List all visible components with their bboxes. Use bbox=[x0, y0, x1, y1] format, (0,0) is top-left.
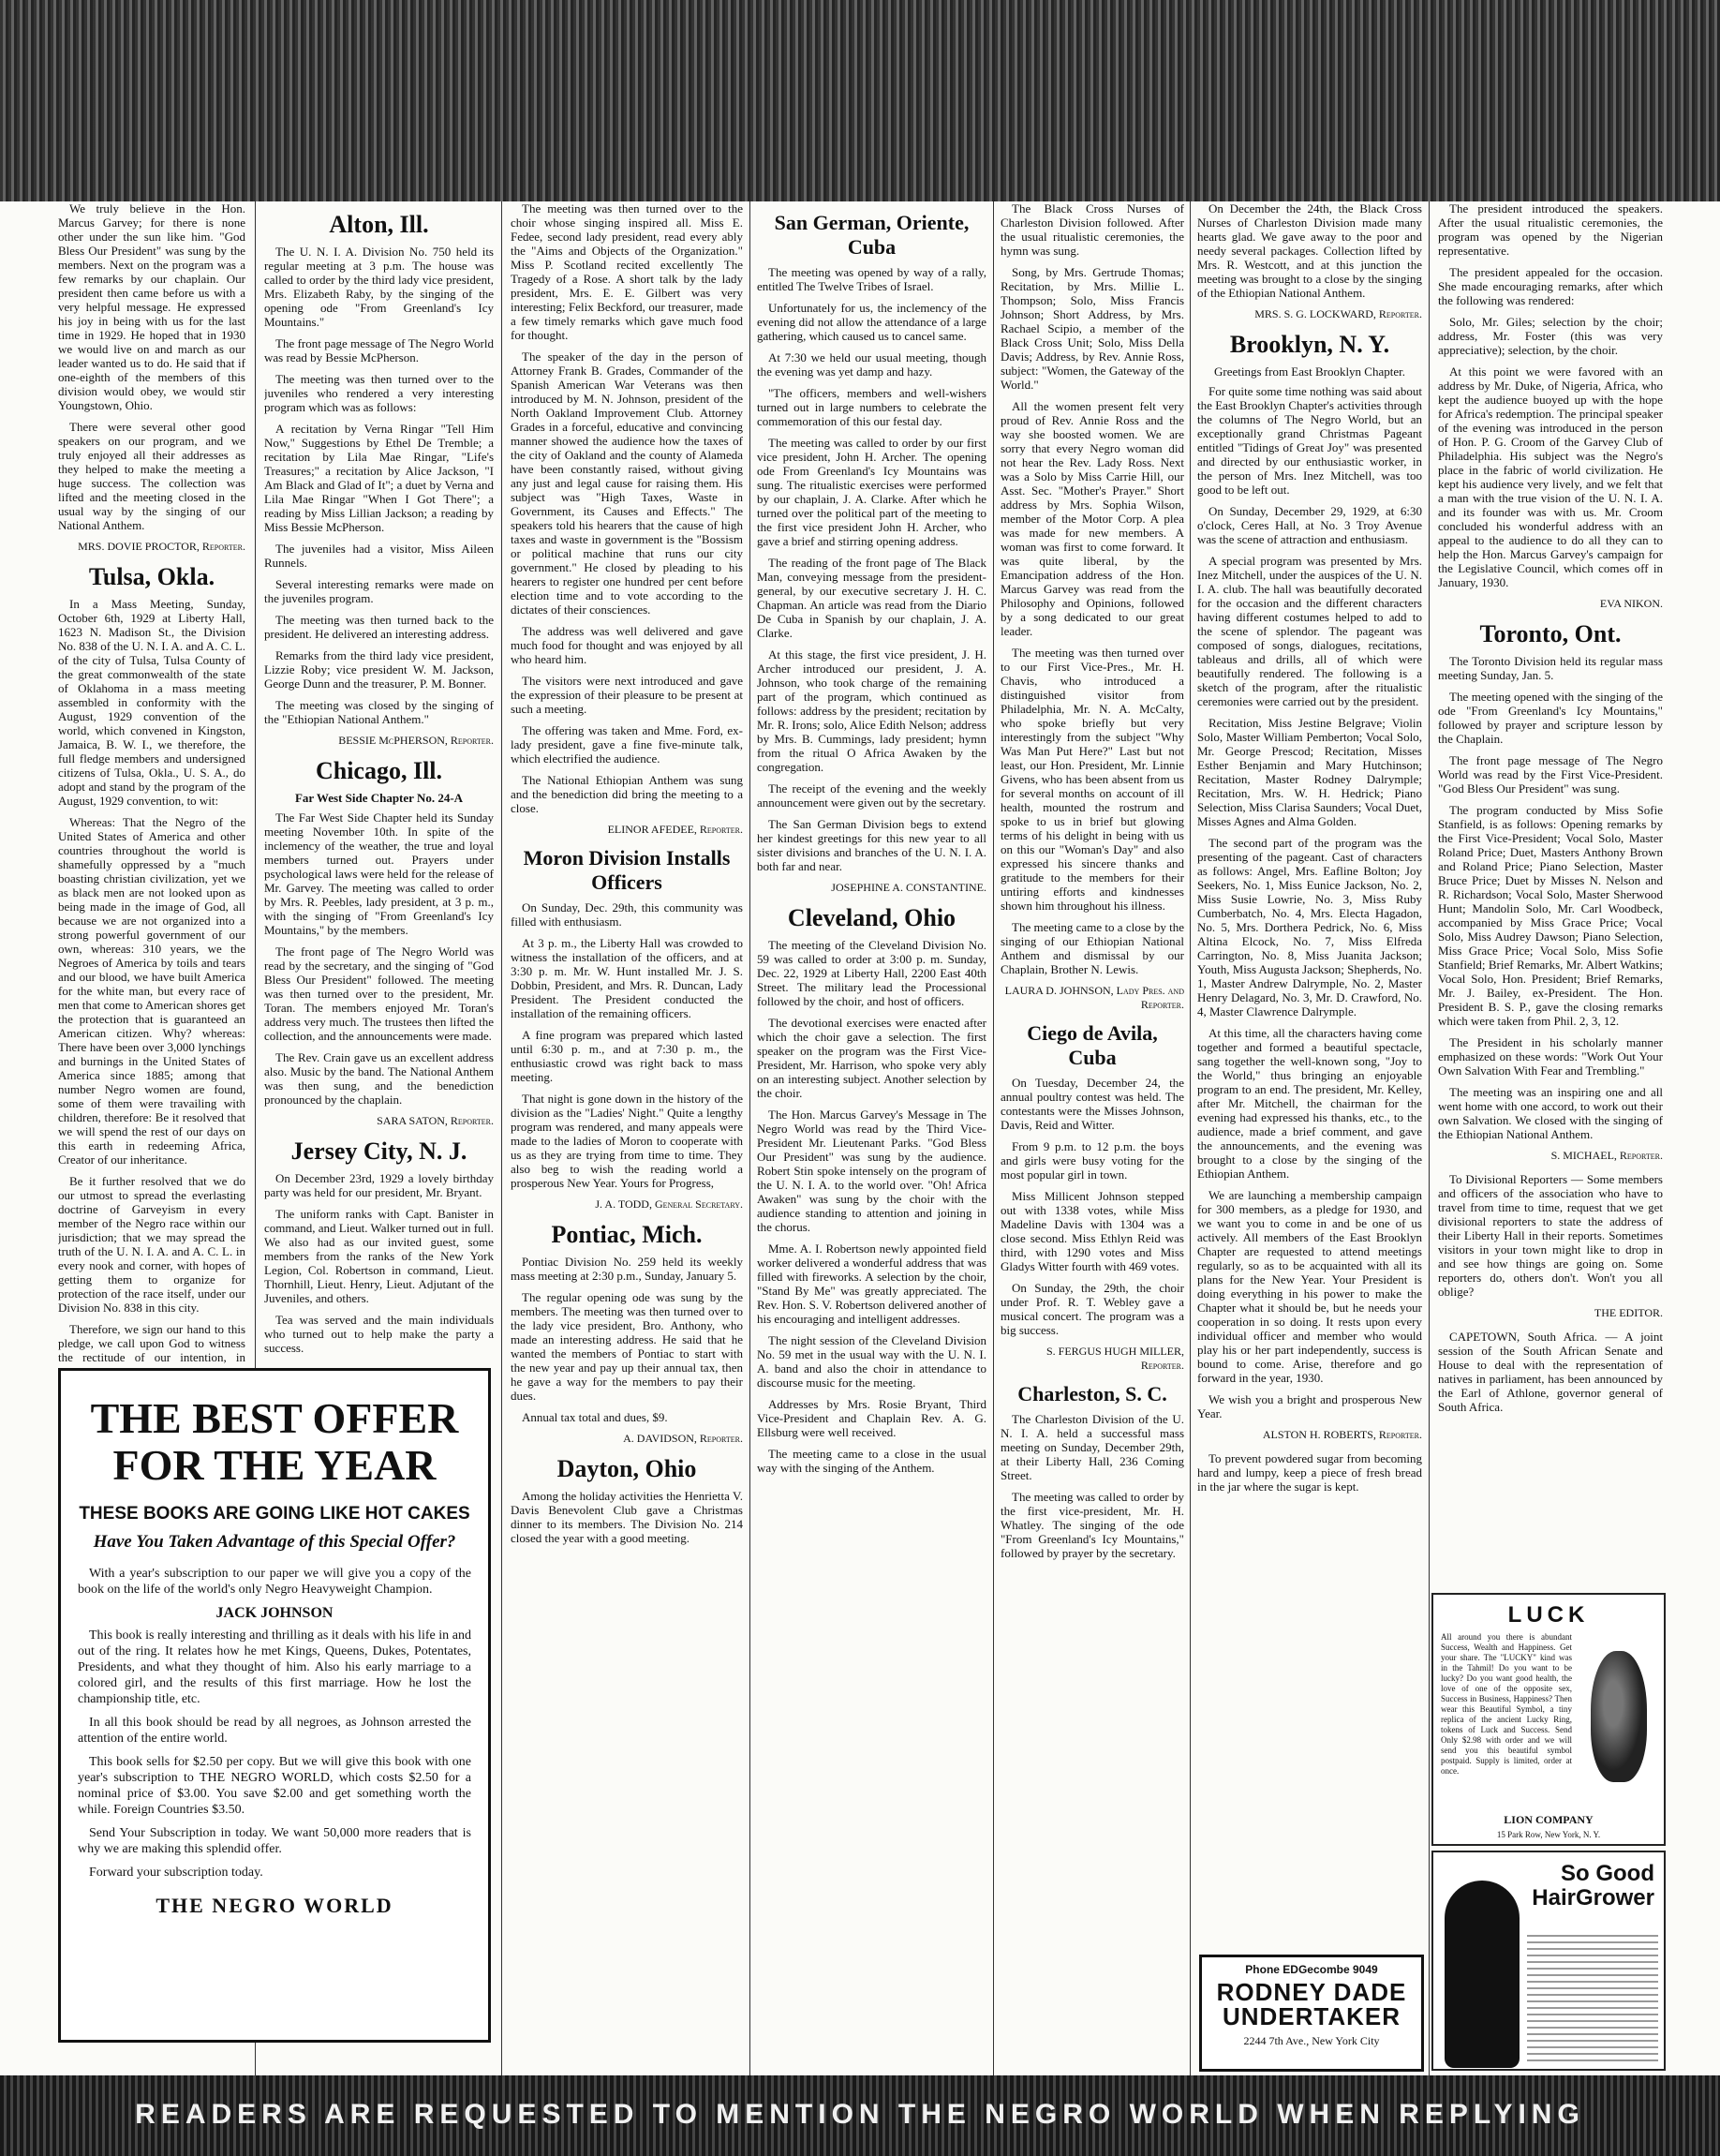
article-paragraph: Annual tax total and dues, $9. bbox=[522, 1410, 668, 1424]
column-rule bbox=[1429, 201, 1430, 2075]
article-paragraph: The meeting was called to order by the first vice-president, Mr. H. Whatley. The singing of the ode "From Greenland's Icy Mountains," followed by prayer by the secretary. bbox=[1001, 1490, 1184, 1560]
article-paragraph: The front page message of The Negro World was read by the First Vice-President. "God Bless Our President" was sung. bbox=[1438, 753, 1663, 795]
article-paragraph: The devotional exercises were enacted after which the choir gave a selection. The first speaker on the program was the First Vice-President, Mr. Harrison, who spoke very ably on an interesting subject. Another selection by the choir. bbox=[757, 1016, 986, 1100]
ad-paragraph: This book sells for $2.50 per copy. But we will give this book with one year's subscription to THE NEGRO WORLD, which costs $2.50 for a nominal price of $3.00. You save $2.00 and get something worth the while. Foreign Countries $3.50. bbox=[78, 1755, 471, 1817]
luck-address: 15 Park Row, New York, N. Y. bbox=[1496, 1830, 1601, 1839]
reporter-signature: A. DAVIDSON, Reporter. bbox=[623, 1432, 743, 1445]
column-rule bbox=[749, 201, 750, 2075]
undertaker-ad bbox=[1199, 1955, 1424, 2072]
article-paragraph: The meeting was then turned over to the juveniles who rendered a very interesting program which was as follows: bbox=[264, 372, 494, 414]
article-paragraph: The juveniles had a visitor, Miss Aileen Runnels. bbox=[264, 542, 494, 570]
ad-paragraph: This book is really interesting and thrilling as it deals with his life in and out of the ring. It relates how he met Kings, Queens, Dukes, Potentates, Presidents, and what they thought of him. Also his early marriage to a colored girl, and the results of this first marriage. How he lost the championship title, etc. bbox=[78, 1628, 471, 1706]
column-2 bbox=[264, 201, 494, 1363]
article-paragraph: "The officers, members and well-wishers turned out in large numbers to celebrate the commemoration of this our festal day. bbox=[757, 386, 986, 428]
reporter-signature: BESSIE McPHERSON, Reporter. bbox=[338, 734, 494, 747]
subhead-brooklyn: Greetings from East Brooklyn Chapter. bbox=[1214, 364, 1405, 379]
headline-alton: Alton, Ill. bbox=[329, 211, 429, 238]
reporter-signature: ALSTON H. ROBERTS, Reporter. bbox=[1262, 1428, 1422, 1441]
article-paragraph: The meeting was then turned over to the choir whose singing inspired all. Miss E. Fedee, second lady president, read every ably the "Aims and Objects of the Organization." Miss P. Scotland recited excellently The Tragedy of a Rose. A short talk by the lady president, Mrs. E. E. Gilbert was very interesting; Felix Beckford, our treasurer, made a few timely remarks which gave much food for thought. bbox=[511, 201, 743, 342]
column-rule bbox=[993, 201, 994, 2075]
article-paragraph: The meeting was called to order by our first vice president, John H. Archer. The opening ode From Greenland's Icy Mountains was sung. The ritualistic exercises were performed by our chaplain, J. A. Clarke. After which he turned over the political part of the meeting to the first vice president John H. Archer, who gave a brief and stirring opening address. bbox=[757, 436, 986, 548]
article-paragraph: A fine program was prepared which lasted until 6:30 p. m., and at 7:30 p. m., the enthusiastic crowd was right back to mass meeting. bbox=[511, 1028, 743, 1084]
article-paragraph: The Rev. Crain gave us an excellent address also. Music by the band. The National Anthem was then sung, and the benediction pronounced by the chaplain. bbox=[264, 1050, 494, 1107]
headline-jersey-city: Jersey City, N. J. bbox=[290, 1137, 467, 1165]
ad-paragraph: With a year's subscription to our paper we will give you a copy of the book on the life of the world's only Negro Heavyweight Champion. bbox=[78, 1567, 471, 1597]
headline-moron: Moron Division Installs Officers bbox=[523, 846, 731, 894]
ad-paragraph: Forward your subscription today. bbox=[89, 1866, 263, 1880]
column-3 bbox=[511, 201, 743, 2071]
article-paragraph: The Toronto Division held its regular mass meeting Sunday, Jan. 5. bbox=[1438, 654, 1663, 682]
ad-subtitle: THESE BOOKS ARE GOING LIKE HOT CAKES bbox=[79, 1504, 470, 1524]
ad-fine-print bbox=[1527, 1935, 1658, 2066]
reporter-signature: ELINOR AFEDEE, Reporter. bbox=[607, 823, 743, 836]
article-paragraph: The President in his scholarly manner emphasized on these words: "Work Out Your Own Salvation With Fear and Trembling." bbox=[1438, 1035, 1663, 1078]
headline-ciego-de-avila: Ciego de Avila, Cuba bbox=[1027, 1021, 1158, 1069]
column-5 bbox=[1001, 201, 1184, 2071]
headline-charleston: Charleston, S. C. bbox=[1017, 1382, 1167, 1405]
editor-notice: To Divisional Reporters — Some members and officers of the association who have to travel from time to time, request that we get divisional reporters to state the address of their Liberty Hall in their reports. Sometimes visitors in your town might like to drop in and see how things are going on. Some reporters do, others don't. Won't you all oblige? bbox=[1438, 1172, 1663, 1299]
article-paragraph: At 3 p. m., the Liberty Hall was crowded to witness the installation of the officers, and at 3:30 p. m. Mr. W. Hunt installed Mr. J. S. Dobbin, President, and Mrs. R. Duncan, Lady President. The President conducted the installation of the remaining officers. bbox=[511, 936, 743, 1020]
article-paragraph: The meeting was an inspiring one and all went home with one accord, to work out their own Salvation. We closed with the singing of the Ethiopian National Anthem. bbox=[1438, 1085, 1663, 1141]
article-paragraph: The U. N. I. A. Division No. 750 held its regular meeting at 3 p.m. The house was called to order by the third lady vice president, Mrs. Elizabeth Raby, by the singing of the opening ode "From Greenland's Icy Mountains." bbox=[264, 245, 494, 329]
article-paragraph: Tea was served and the main individuals who turned out to help make the party a success. bbox=[264, 1313, 494, 1355]
article-paragraph: On Sunday, December 29, 1929, at 6:30 o'clock, Ceres Hall, at No. 3 Troy Avenue was the scene of attraction and enthusiasm. bbox=[1197, 504, 1422, 546]
article-paragraph: At this stage, the first vice president, J. H. Archer introduced our president, J. A. Johnson, who took charge of the remaining part of the program, which continued as follows: address by the president; recitation by Mr. R. Irons; solo, Alice Edith Nelson; address by Mrs. B. Cummings, lady president; hymn from the ritual O Africa Awaken by the congregation. bbox=[757, 647, 986, 774]
column-rule bbox=[501, 201, 502, 2075]
jack-johnson-book-ad bbox=[58, 1368, 491, 2043]
article-paragraph: There were several other good speakers on our program, and we truly enjoyed all their addresses as they helped to make the meeting a huge success. The collection was lifted and the meeting closed in the usual way by the singing of our National Anthem. bbox=[58, 420, 245, 532]
reporter-signature: MRS. S. G. LOCKWARD, Reporter. bbox=[1254, 307, 1422, 320]
reporter-signature: S. MICHAEL, Reporter. bbox=[1550, 1149, 1663, 1162]
article-paragraph: Miss Millicent Johnson stepped out with 1338 votes, while Miss Madeline Davis with 1304 was a close second. Miss Ethlyn Reid was third, with 1290 votes and Miss Gladys Witter fourth with 469 votes. bbox=[1001, 1189, 1184, 1273]
article-paragraph: Whereas: That the Negro of the United States of America and other countries throughout the world is shamefully oppressed by a "much boasting christian civilization, yet we as black men are not looked upon as being made in the image of God, all because we are not organized into a strong powerful government of our own, whereas: 310 years, we the Negroes of America by toils and tears and our blood, we have built America for the white man, but every race of men that come to American shores get the protection that is guaranteed an American citizen. Why? whereas: There have been over 3,000 lynchings and burnings in the United States of America since 1885; among that number Negro women are found, some of them were travailing with children, therefore: Be it resolved that we will spend the rest of our days on this earth in redeeming Africa, Creator of our inheritance. bbox=[58, 815, 245, 1167]
undertaker-address: 2244 7th Ave., New York City bbox=[1243, 2034, 1380, 2047]
luck-company: LION COMPANY bbox=[1504, 1813, 1594, 1826]
article-paragraph: The Hon. Marcus Garvey's Message in The Negro World was read by the Third Vice-President Mr. Lieutenant Parks. "God Bless Our President" was sung by the audience. Robert Stin spoke intensely on the program of the U. N. I. A. to the world over. "Oh! Africa Awaken" was sung by the choir with the audience standing to attention and joining in the chorus. bbox=[757, 1108, 986, 1234]
article-paragraph: Addresses by Mrs. Rosie Bryant, Third Vice-President and Chaplain Rev. A. G. Ellsburg were well received. bbox=[757, 1397, 986, 1439]
luck-body: All around you there is abundant Success, Wealth and Happiness. Get your share. The "LUCKY" kind was in the Tahmil! Do you want to be lucky? Do you want good health, the love of one of the opposite sex, Success in Business, Happiness? Then wear this Beautiful Symbol, a tiny replica of the ancient Lucky Ring, tokens of Luck and Success. Send Only $2.98 with order and we will send you this beautiful symbol postpaid. Supply is limited, order at once. bbox=[1441, 1632, 1572, 1776]
filler-paragraph: To prevent powdered sugar from becoming hard and lumpy, keep a piece of fresh bread in the jar where the sugar is kept. bbox=[1197, 1451, 1422, 1494]
luck-title: LUCK bbox=[1507, 1602, 1590, 1628]
article-paragraph: The Charleston Division of the U. N. I. A. held a successful mass meeting on Sunday, December 29th, at their Liberty Hall, 236 Coming Street. bbox=[1001, 1412, 1184, 1482]
article-paragraph: That night is gone down in the history of the division as the "Ladies' Night." Quite a lengthy program was rendered, and many appeals were made to the ladies of Moron to cooperate with us as they are trying from time to time. They also beg to wish the reading world a prosperous New Year. Yours for Progress, bbox=[511, 1092, 743, 1190]
column-4 bbox=[757, 201, 986, 2071]
article-paragraph: The meeting was then turned over to our First Vice-Pres., Mr. H. Chavis, who introduced a distinguished visitor from Philadelphia, Mr. N. A. McCalty, who spoke briefly but very interestingly from the subject "Why Was Man Put Here?" Last but not least, our Hon. President, Mr. Linnie Givens, who has been absent from us for several months on account of ill health, mounted the rostrum and spoke to us in brief but glowing terms of his delight in being with us on this our "Woman's Day" and also expressed his sincere thanks and gratitude to the members for their untiring efforts and kindnesses shown him throughout his illness. bbox=[1001, 646, 1184, 913]
article-paragraph: The meeting of the Cleveland Division No. 59 was called to order at 3:00 p. m. Sunday, Dec. 22, 1929 at Liberty Hall, 2200 East 40th Street. The military lead the Processional followed by the choir, and host of officers. bbox=[757, 938, 986, 1008]
ad-publisher: THE NEGRO WORLD bbox=[156, 1894, 393, 1917]
article-paragraph: Therefore, we sign our hand to this pledge, we call upon God to witness the rectitude of our intention, in bbox=[58, 1322, 245, 1363]
headline-pontiac: Pontiac, Mich. bbox=[551, 1221, 703, 1248]
undertaker-phone: Phone EDGecombe 9049 bbox=[1245, 1963, 1378, 1976]
luck-ad bbox=[1431, 1593, 1666, 1846]
hair-grower-ad bbox=[1431, 1851, 1666, 2071]
article-paragraph: The meeting came to a close by the singing of our Ethiopian National Anthem and dismissal by our Chaplain, Brother N. Lewis. bbox=[1001, 920, 1184, 976]
article-paragraph: The Far West Side Chapter held its Sunday meeting November 10th. In spite of the inclemency of the weather, the true and loyal members turned out. Prayers under psychological laws were held for the release of Mr. Garvey. The meeting was called to order by Mrs. R. Peebles, lady president, at 3 p. m., with the singing of "From Greenland's Icy Mountains," by the members. bbox=[264, 810, 494, 937]
article-paragraph: The regular opening ode was sung by the members. The meeting was then turned over to the lady vice president, Bro. Anthony, who made an interesting address. He said that he wanted the members of Pontiac to start with the new year and pay up their annual tax, then he gave a way for the members to pay their dues. bbox=[511, 1290, 743, 1403]
article-paragraph: The president appealed for the occasion. She made encouraging remarks, after which the following was rendered: bbox=[1438, 265, 1663, 307]
article-paragraph: The night session of the Cleveland Division No. 59 met in the usual way with the U. N. I. A. band and also the choir in attendance to discourse music for the meeting. bbox=[757, 1333, 986, 1390]
headline-toronto: Toronto, Ont. bbox=[1479, 620, 1622, 647]
column-rule bbox=[1190, 201, 1191, 2075]
article-paragraph: At this point we were favored with an address by Mr. Duke, of Nigeria, Africa, who kept the audience buoyed up with the hope for Africa's redemption. The principal speaker of the evening was introduced in the person of Hon. P. G. Croom of the Garvey Club of Philadelphia. His subject was the Negro's place in the fabric of world civilization. He kept his audience very lively, and we felt that a man with the true vision of the U. N. I. A. and its founder was with us. Mr. Croom concluded his wonderful address with an appeal to the audience to do all they can to help the Hon. Marcus Garvey's campaign for the Legislative Council, which comes off in January, 1930. bbox=[1438, 364, 1663, 589]
article-paragraph: We are launching a membership campaign for 300 members, as a pledge for 1930, and we want you to come in and be one of us actively. All members of the East Brooklyn Chapter are requested to attend meetings regularly, so as to be acquainted with all its plans for the New Year. Your President is doing everything in his power to make the Chapter what it should be, but he needs your cooperation in so doing. It rests upon every individual officer and member who would play his or her part independently, success is bound to come. Arise, therefore and go forward in the year, 1930. bbox=[1197, 1188, 1422, 1385]
article-paragraph: On Tuesday, December 24, the annual poultry contest was held. The contestants were the Misses Johnson, Davis, Reid and Witter. bbox=[1001, 1076, 1184, 1132]
article-paragraph: The front page of The Negro World was read by the secretary, and the singing of "God Bless Our President" followed. The meeting was then turned over to the president, Mr. Toran. The members enjoyed Mr. Toran's address very much. The trustees then lifted the collection, and the announcements were made. bbox=[264, 944, 494, 1043]
ad-title: THE BEST OFFER FOR THE YEAR bbox=[90, 1394, 459, 1489]
article-paragraph: Mme. A. I. Robertson newly appointed field worker delivered a wonderful address that was filled with fireworks. A selection by the choir, "Stand By Me" was greatly appreciated. The Rev. Hon. S. V. Robertson delivered another of his encouraging and intelligent addresses. bbox=[757, 1242, 986, 1326]
subhead-chicago: Far West Side Chapter No. 24-A bbox=[294, 791, 464, 805]
article-paragraph: Several interesting remarks were made on the juveniles program. bbox=[264, 577, 494, 605]
article-paragraph: Recitation, Miss Jestine Belgrave; Violin Solo, Master William Pemberton; Vocal Solo, Mr. George Prescod; Recitation, Misses Esther Benjamin and Mary Hutchinson; Recitation, Master Rodney Dalrymple; Recitation, Mrs. W. H. Hedrick; Piano Selection, Miss Clarisa Saunders; Vocal Duet, Misses Agnes and Alma Golden. bbox=[1197, 716, 1422, 828]
headline-san-german: San German, Oriente, Cuba bbox=[774, 211, 970, 259]
editor-signature: THE EDITOR. bbox=[1594, 1306, 1663, 1319]
reporter-signature: SARA SATON, Reporter. bbox=[377, 1114, 494, 1127]
headline-brooklyn: Brooklyn, N. Y. bbox=[1229, 331, 1390, 358]
article-paragraph: Remarks from the third lady vice president, Lizzie Roby; vice president W. M. Jackson, George Dunn and the treasurer, P. M. Bonner. bbox=[264, 648, 494, 691]
article-paragraph: The president introduced the speakers. After the usual ritualistic ceremonies, the program was opened by the Nigerian representative. bbox=[1438, 201, 1663, 258]
column-7 bbox=[1438, 201, 1663, 1588]
reporter-signature: JOSEPHINE A. CONSTANTINE. bbox=[831, 881, 986, 894]
article-paragraph: The speaker of the day in the person of Attorney Frank B. Grades, Commander of the Spanish American War Veterans was then introduced by M. N. Johnson, president of the North Oakland Improvement Club. Attorney Grades in a forceful, educative and convincing manner showed the audience how the taxes of the city of Oakland and the county of Alameda have been constantly raised, without giving any just and legal cause for raising them. His subject was "High Taxes, Waste in Government, its Causes and Effects." The speakers told his hearers that the cause of high taxes and waste in government is the "Bossism or political machine that runs our city government." He closed by pleading to his hearers to register one hundred per cent before election time and to vote according to the dictates of their consciences. bbox=[511, 349, 743, 617]
ad-question: Have You Taken Advantage of this Special Offer? bbox=[93, 1532, 456, 1552]
article-paragraph: At 7:30 we held our usual meeting, though the evening was yet damp and hazy. bbox=[757, 350, 986, 379]
reporter-signature: S. FERGUS HUGH MILLER, Reporter. bbox=[1045, 1345, 1184, 1372]
column-6 bbox=[1197, 201, 1422, 1944]
ad-paragraph: In all this book should be read by all negroes, as Johnson arrested the attention of the entire world. bbox=[78, 1716, 471, 1746]
article-paragraph: Song, by Mrs. Gertrude Thomas; Recitation, by Mrs. Millie L. Thompson; Solo, Miss Francis Johnson; Short Address, by Mrs. Rachael Scipio, a member of the Black Cross Unit; Solo, Miss Della Davis; Address, by Rev. Annie Ross, subject: "Women, the Gateway of the World." bbox=[1001, 265, 1184, 392]
article-paragraph: The offering was taken and Mme. Ford, ex-lady president, gave a fine five-minute talk, which electrified the audience. bbox=[511, 723, 743, 766]
article-paragraph: Be it further resolved that we do our utmost to spread the everlasting doctrine of Garveyism in every member of the Negro race within our jurisdiction; that we may spread the truth of the U. N. I. A. and A. C. L. in every nook and corner, with hopes of getting them to organize for protection of the race itself, under our Division No. 838 in this city. bbox=[58, 1174, 245, 1315]
article-paragraph: The San German Division begs to extend her kindest greetings for this new year to all sister divisions and branches of the U. N. I. A. both far and near. bbox=[757, 817, 986, 873]
headline-cleveland: Cleveland, Ohio bbox=[787, 904, 956, 931]
headline-tulsa: Tulsa, Okla. bbox=[88, 563, 215, 590]
woman-silhouette-icon bbox=[1445, 1881, 1520, 2068]
article-paragraph: The National Ethiopian Anthem was sung and the benediction did bring the meeting to a close. bbox=[511, 773, 743, 815]
article-paragraph: The uniform ranks with Capt. Banister in command, and Lieut. Walker turned out in full. We also had as our invited guest, some members from the ranks of the New York Legion, Col. Robertson in command, Lieut. Thornhill, Lieut. Henry, Lieut. Adjutant of the Juveniles, and others. bbox=[264, 1207, 494, 1305]
headline-chicago: Chicago, Ill. bbox=[315, 757, 443, 784]
article-paragraph: We wish you a bright and prosperous New Year. bbox=[1197, 1392, 1422, 1420]
article-paragraph: At this time, all the characters having come together and formed a beautiful spectacle, sang together the well-known song, "Joy to the World," thus bringing an enjoyable program to an end. The president, Mr. Kelley, after Mr. Mitchell, the chairman for the evening had expressed his thanks, etc., to the audience, made a brief comment, and gave the announcements, and the evening was brought to a close by the singing of the Ethiopian Anthem. bbox=[1197, 1026, 1422, 1181]
hair-grower-title: So Good HairGrower bbox=[1532, 1861, 1654, 1911]
article-paragraph: On December the 24th, the Black Cross Nurses of Charleston Division made many hearts glad. We gave away to the poor and needy several packages. Collection lifted by Mrs. R. Westcott, and at this junction the meeting was brought to a close by the singing of the Ethiopian National Anthem. bbox=[1197, 201, 1422, 300]
article-paragraph: In a Mass Meeting, Sunday, October 6th, 1929 at Liberty Hall, 1623 N. Madison St., the Division No. 838 of the U. N. I. A. and A. C. L. of the city of Tulsa, Tulsa County of the great commonwealth of the state of Oklahoma in a mass meeting assembled in conformity with the August, 1929 convention of the world, which convened in Kingston, Jamaica, B. W. I., we therefore, the full fledge members and undersigned citizens of Tulsa, Okla., U. S. A., do adopt and stand by the program of the August, 1929 convention, to wit: bbox=[58, 597, 245, 808]
article-paragraph: A recitation by Verna Ringar "Tell Him Now," Suggestions by Ethel De Tremble; a recitation by Lila Mae Ringar, "Life's Treasures;" a recitation by Alice Jackson, "I Am Black and Glad of It"; a duet by Verna and Lila Mae Ringar "When I Got There"; a reading by Miss Lillian Jackson; a reading by Miss Bessie McPherson. bbox=[264, 422, 494, 534]
ad-book-name: JACK JOHNSON bbox=[215, 1605, 334, 1621]
article-paragraph: All the women present felt very proud of Rev. Annie Ross and the way she boosted women. We are sorry that every Negro woman did not hear the Rev. Lady Ross. Next was a Solo by Miss Carrie Hill, our Asst. Sec. "Mother's Prayer." Short address by Mrs. Sophia Wilson, member of the Motor Corp. A plea was made for new members. A woman was first to come forward. It was quite liberal, by the Emancipation address of the Hon. Marcus Garvey was read from the Philosophy and Opinions, followed by a song dedicated to our great leader. bbox=[1001, 399, 1184, 638]
article-paragraph: Pontiac Division No. 259 held its weekly mass meeting at 2:30 p.m., Sunday, January 5. bbox=[511, 1255, 743, 1283]
article-paragraph: The second part of the program was the presenting of the pageant. Cast of characters as follows: Angel, Mrs. Eafline Bolton; Joy Seekers, No. 1, Miss Eunice Jackson, No. 2, Miss Susie Lowrie, No. 3, Miss Ruby Cumberbatch, No. 4, Mrs. Electa Hagadon, No. 5, Mrs. Dorthera Pedrick, No. 6, Miss Altina Elcock, No. 7, Miss Elfreda Carrington, No. 8, Miss Juanita Jackson; Youth, Miss Augusta Jackson; Shepherds, No. 1, Master Andrew Dalrymple, No. 2, Master Henry Delagard, No. 3, Mr. D. Crawford, No. 4, Master Clawrence Dalrymple. bbox=[1197, 836, 1422, 1019]
headline-dayton: Dayton, Ohio bbox=[556, 1455, 697, 1482]
article-paragraph: From 9 p.m. to 12 p.m. the boys and girls were busy voting for the most popular girl in town. bbox=[1001, 1139, 1184, 1182]
footer-text: READERS ARE REQUESTED TO MENTION THE NEGRO WORLD WHEN REPLYING bbox=[135, 2099, 1585, 2130]
article-paragraph: Unfortunately for us, the inclemency of the evening did not allow the attendance of a large gathering, which caused us to cancel same. bbox=[757, 301, 986, 343]
article-paragraph: The address was well delivered and gave much food for thought and was enjoyed by all who heard him. bbox=[511, 624, 743, 666]
article-paragraph: The front page message of The Negro World was read by Bessie McPherson. bbox=[264, 336, 494, 364]
article-paragraph: The meeting came to a close in the usual way with the singing of the Anthem. bbox=[757, 1447, 986, 1475]
reporter-signature: EVA NIKON. bbox=[1599, 597, 1663, 610]
article-paragraph: The meeting was opened by way of a rally, entitled The Twelve Tribes of Israel. bbox=[757, 265, 986, 293]
article-paragraph: On December 23rd, 1929 a lovely birthday party was held for our president, Mr. Bryant. bbox=[264, 1171, 494, 1199]
reporter-signature bbox=[264, 1362, 494, 1363]
ad-paragraph: Send Your Subscription in today. We want 50,000 more readers that is why we are making this splendid offer. bbox=[78, 1826, 471, 1856]
article-paragraph: The Black Cross Nurses of Charleston Division followed. After the usual ritualistic ceremonies, the hymn was sung. bbox=[1001, 201, 1184, 258]
article-paragraph: The receipt of the evening and the weekly announcement were given out by the secretary. bbox=[757, 781, 986, 810]
capetown-item: CAPETOWN, South Africa. — A joint session of the South African Senate and House to deal with the representation of natives in parliament, has been announced by the Earl of Athlone, governor general of South Africa. bbox=[1438, 1330, 1663, 1414]
article-paragraph: Among the holiday activities the Henrietta V. Davis Benevolent Club gave a Christmas dinner to its members. The Division No. 214 closed the year with a good meeting. bbox=[511, 1489, 743, 1545]
undertaker-name: RODNEY DADE UNDERTAKER bbox=[1216, 1978, 1407, 2030]
article-paragraph: A special program was presented by Mrs. Inez Mitchell, under the auspices of the U. N. I. A. club. The hall was beautifully decorated for the occasion and the different characters having different costumes helped to add to the scene of splendor. The pageant was composed of songs, dialogues, recitations, tableaus and drills, all of which were beautifully rendered. The following is a sketch of the program, after the ritualistic ceremonies were carried out by the president. bbox=[1197, 554, 1422, 708]
lucky-hand-icon bbox=[1591, 1651, 1647, 1782]
article-paragraph: Solo, Mr. Giles; selection by the choir; address, Mr. Foster (this was very appreciative); selection, by the choir. bbox=[1438, 315, 1663, 357]
article-paragraph: For quite some time nothing was said about the East Brooklyn Chapter's activities through the columns of The Negro World, but an exceptionally grand Christmas Pageant entitled "Tidings of Great Joy" was presented and directed by our enthusiastic worker, in the person of Mrs. Inez Mitchell, was too good to be left out. bbox=[1197, 384, 1422, 497]
reporter-signature: MRS. DOVIE PROCTOR, Reporter. bbox=[78, 540, 245, 553]
column-1 bbox=[58, 201, 245, 1363]
article-paragraph: The program conducted by Miss Sofie Stanfield, is as follows: Opening remarks by the First Vice-President; Vocal Solo, Master Roland Price; Duet, Masters Anthony Brown and Roland Price; Piano Selection, Master Bruce Price; Duet by Misses N. Nelson and R. Richardson; Vocal Solo, Master Sherwood Hunt; Mandolin Solo, Mr. Carl Woodbeck, accompanied by Miss Grace Price; Vocal Solo, Miss Audrey Dawson; Piano Selection, Miss Grace Price; Vocal Solo, Miss Sofie Stanfield; Brief Remarks, Mr. Albert Watkins; Vocal Solo, Hon. President; Brief Remarks, Mr. J. Bailey, ex-President. The Hon. President B. S. P., gave the closing remarks which were taken from Phil. 2, 3, 12. bbox=[1438, 803, 1663, 1028]
reporter-signature: J. A. TODD, General Secretary. bbox=[595, 1197, 743, 1211]
article-paragraph: The meeting was then turned back to the president. He delivered an interesting address. bbox=[264, 613, 494, 641]
article-paragraph: The reading of the front page of The Black Man, conveying message from the president-general, by our executive secretary J. H. C. Chapman. An article was read from the Diario De Cuba in Spanish by our chaplain, J. A. Clarke. bbox=[757, 556, 986, 640]
article-paragraph: The meeting was closed by the singing of the "Ethiopian National Anthem." bbox=[264, 698, 494, 726]
reporter-signature: LAURA D. JOHNSON, Lady Pres. and Reporter. bbox=[1004, 984, 1184, 1011]
article-paragraph: On Sunday, the 29th, the choir under Prof. R. T. Webley gave a musical concert. The program was a big success. bbox=[1001, 1281, 1184, 1337]
header-dark-band bbox=[0, 0, 1720, 201]
article-paragraph: We truly believe in the Hon. Marcus Garvey; for there is none other under the sun like him. "God Bless Our President" was sung by the members. Next on the program was a few remarks by our chaplain. Our president then came before us with a very helpful message. He expressed his joy in being with us for the last time in 1929. He hoped that in 1930 we would live on and march as our leader wanted us to do. He said that if one-eighth of the members of this division would obey, we would stir Youngstown, Ohio. bbox=[58, 201, 245, 412]
article-paragraph: The meeting opened with the singing of the ode "From Greenland's Icy Mountains," followed by prayer and scripture lesson by the Chaplain. bbox=[1438, 690, 1663, 746]
article-paragraph: On Sunday, Dec. 29th, this community was filled with enthusiasm. bbox=[511, 900, 743, 929]
article-paragraph: The visitors were next introduced and gave the expression of their pleasure to be present at such a meeting. bbox=[511, 674, 743, 716]
